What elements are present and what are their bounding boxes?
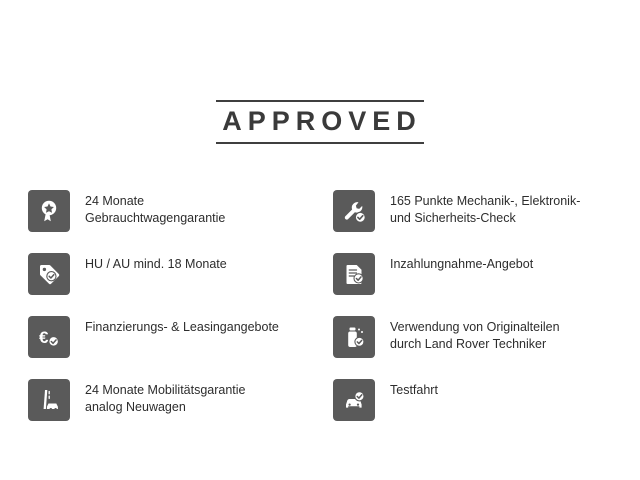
benefit-item-trade-in <box>333 253 618 316</box>
benefit-label <box>85 316 279 336</box>
benefit-item-financing <box>28 316 333 379</box>
benefit-label <box>85 190 225 227</box>
benefit-line: und Sicherheits-Check <box>390 211 516 225</box>
benefit-line: HU / AU mind. 18 Monate <box>85 257 227 271</box>
benefit-line: 24 Monate <box>85 194 145 208</box>
benefits-grid <box>28 190 618 442</box>
benefit-line: 24 Monate Mobilitätsgarantie <box>85 383 246 397</box>
warranty-seal-icon <box>28 190 70 232</box>
svg-text:€: € <box>38 327 48 347</box>
page-title-block <box>0 100 640 144</box>
road-assistance-icon <box>28 379 70 421</box>
benefit-line: Finanzierungs- & Leasingangebote <box>85 320 279 334</box>
page-title-frame <box>216 100 424 144</box>
page-title: APPROVED <box>222 106 422 136</box>
benefit-line: analog Neuwagen <box>85 400 186 414</box>
benefit-label <box>390 316 560 353</box>
benefit-label <box>390 190 580 227</box>
tag-check-icon <box>28 253 70 295</box>
benefit-item-warranty <box>28 190 333 253</box>
car-check-icon <box>333 379 375 421</box>
benefit-line: durch Land Rover Techniker <box>390 337 547 351</box>
benefit-item-original-parts <box>333 316 618 379</box>
spray-can-check-icon <box>333 316 375 358</box>
benefit-label <box>85 253 227 273</box>
benefit-line: Inzahlungnahme-Angebot <box>390 257 534 271</box>
benefit-line: 165 Punkte Mechanik-, Elektronik- <box>390 194 581 208</box>
benefit-item-mobility <box>28 379 333 442</box>
benefit-item-check-165 <box>333 190 618 253</box>
benefit-line: Verwendung von Originalteilen <box>390 320 560 334</box>
benefit-line: Gebrauchtwagengarantie <box>85 211 226 225</box>
benefit-item-hu-au <box>28 253 333 316</box>
euro-check-icon <box>28 316 70 358</box>
benefit-label <box>390 253 533 273</box>
wrench-check-icon <box>333 190 375 232</box>
document-check-icon <box>333 253 375 295</box>
benefit-label <box>85 379 246 416</box>
benefit-line: Testfahrt <box>390 383 438 397</box>
benefit-item-testdrive <box>333 379 618 442</box>
benefit-label <box>390 379 438 399</box>
